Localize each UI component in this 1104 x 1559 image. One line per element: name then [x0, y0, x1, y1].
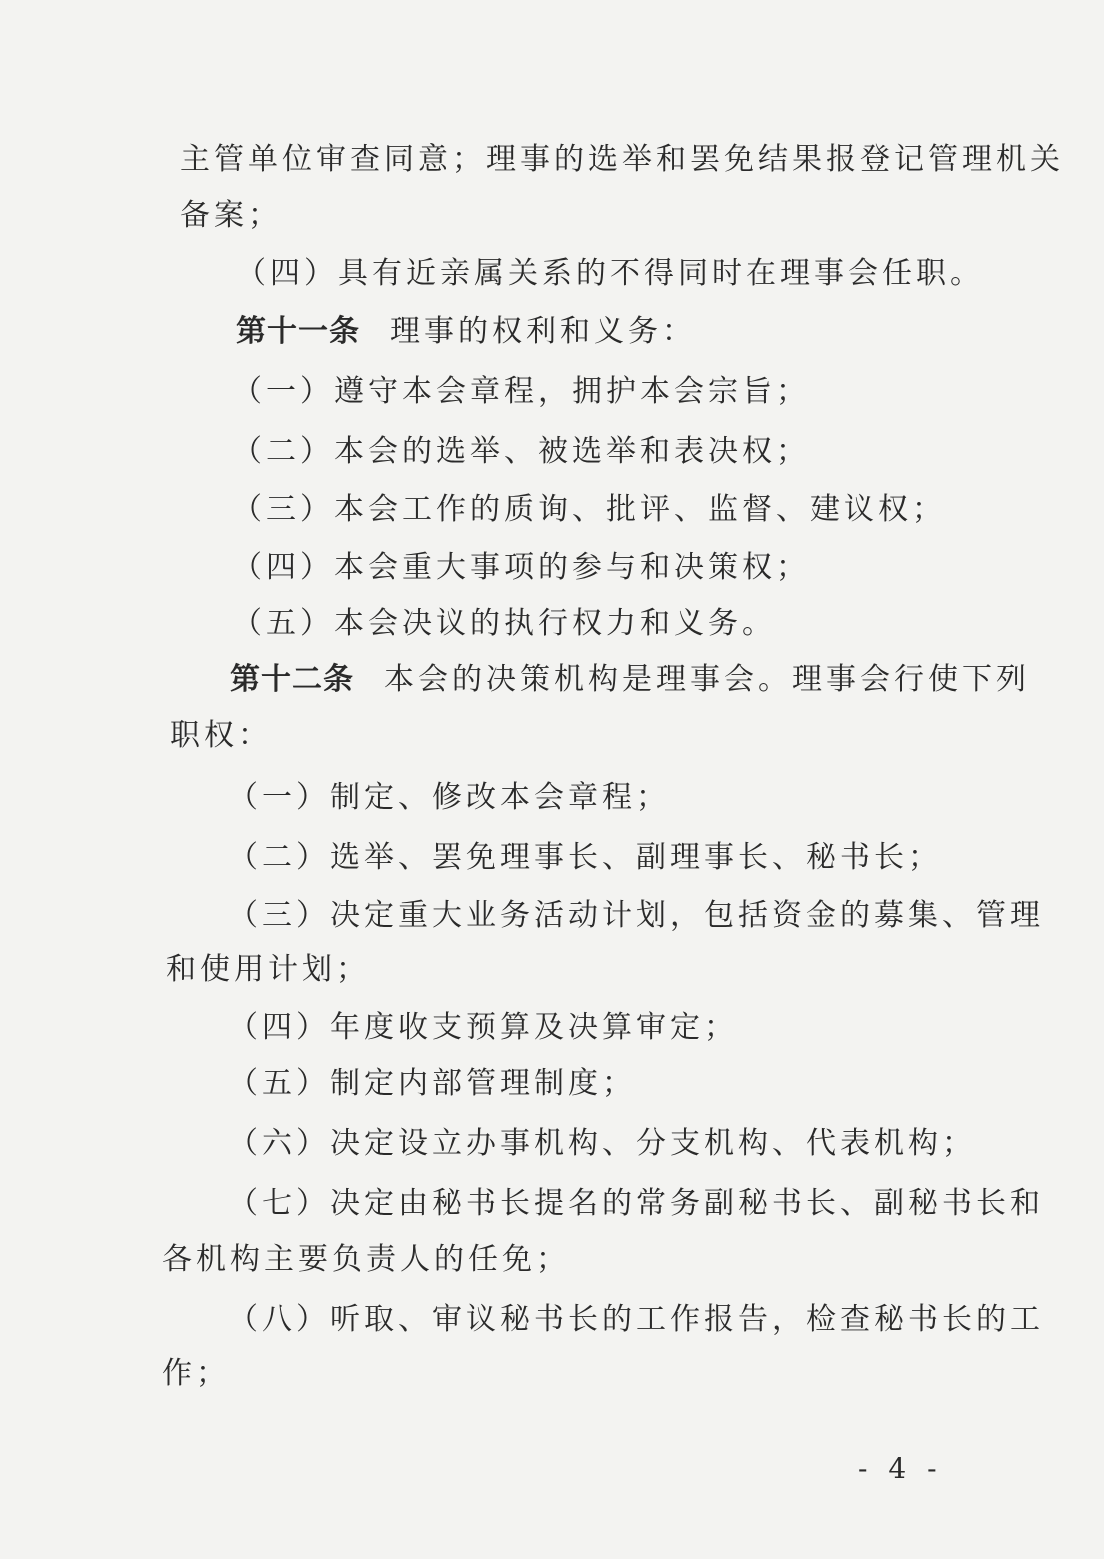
- text-line: 备案；: [180, 198, 282, 233]
- article-heading: 第十二条: [230, 662, 354, 697]
- article-text: 理事的权利和义务：: [390, 314, 696, 349]
- text-line: （五）制定内部管理制度；: [228, 1066, 636, 1101]
- article-heading: 第十一条: [236, 314, 360, 349]
- text-line: （五）本会决议的执行权力和义务。: [232, 606, 776, 641]
- text-line: （三）本会工作的质询、批评、监督、建议权；: [232, 492, 946, 527]
- text-line: （八）听取、审议秘书长的工作报告，检查秘书长的工: [228, 1302, 1044, 1337]
- text-line: （七）决定由秘书长提名的常务副秘书长、副秘书长和: [228, 1186, 1044, 1221]
- text-line: 作；: [162, 1356, 230, 1391]
- text-line: 和使用计划；: [166, 952, 370, 987]
- text-line: （二）选举、罢免理事长、副理事长、秘书长；: [228, 840, 942, 875]
- text-line: （四）年度收支预算及决算审定；: [228, 1010, 738, 1045]
- article-text: 本会的决策机构是理事会。理事会行使下列: [384, 662, 1030, 697]
- text-line: 职权：: [170, 718, 272, 753]
- text-line: （三）决定重大业务活动计划，包括资金的募集、管理: [228, 898, 1044, 933]
- article-11-line: [236, 314, 696, 350]
- text-line: （一）遵守本会章程，拥护本会宗旨；: [232, 374, 810, 409]
- text-line: （一）制定、修改本会章程；: [228, 780, 670, 815]
- text-line: （二）本会的选举、被选举和表决权；: [232, 434, 810, 469]
- text-line: （六）决定设立办事机构、分支机构、代表机构；: [228, 1126, 976, 1161]
- text-line: 主管单位审查同意；理事的选举和罢免结果报登记管理机关: [180, 142, 1064, 177]
- text-line: （四）本会重大事项的参与和决策权；: [232, 550, 810, 585]
- text-line: （四）具有近亲属关系的不得同时在理事会任职。: [236, 256, 984, 291]
- text-line: 各机构主要负责人的任免；: [162, 1242, 570, 1277]
- article-12-line: [230, 662, 1030, 698]
- page-number: - 4 -: [858, 1452, 943, 1485]
